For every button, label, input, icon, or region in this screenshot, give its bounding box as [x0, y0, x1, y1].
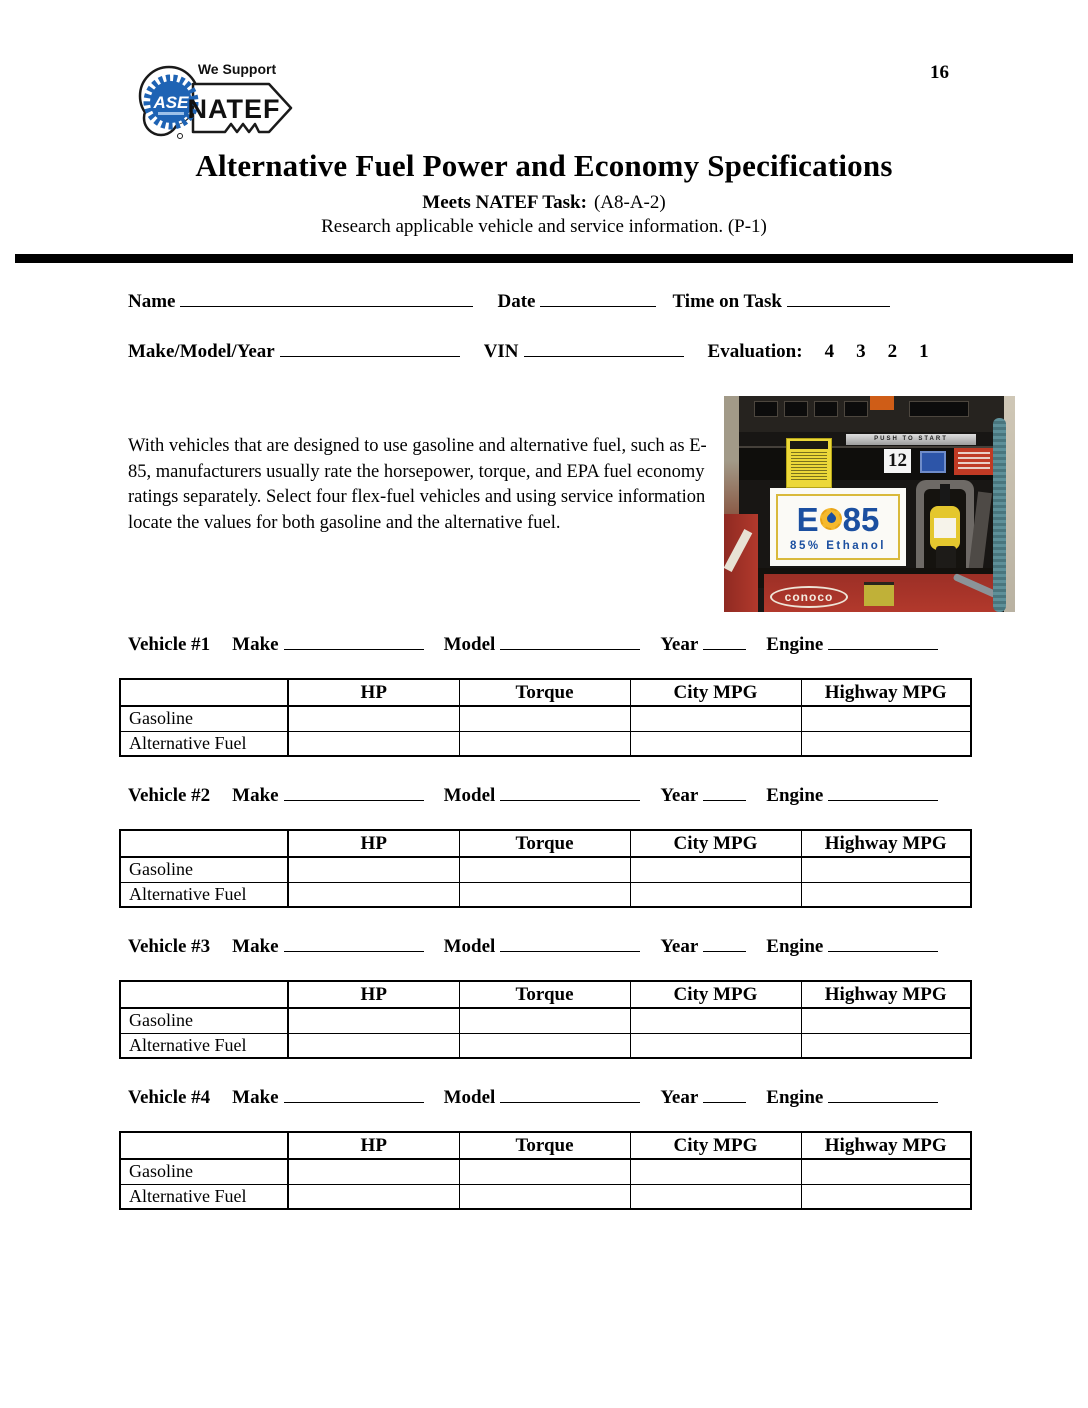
make-model-year-label: Make/Model/Year [128, 341, 275, 362]
orange-sticker [870, 396, 894, 410]
evaluation-score-4: 4 [824, 341, 835, 362]
col-header-torque: Torque [459, 1132, 630, 1159]
vehicle-3-heading [119, 935, 970, 958]
vehicle-2-section [119, 784, 970, 908]
blank-cell [288, 731, 459, 756]
corner-cell [120, 1132, 288, 1159]
blank-cell [459, 882, 630, 907]
col-header-city-mpg: City MPG [630, 1132, 801, 1159]
blank-cell [801, 1159, 971, 1184]
task-description: Research applicable vehicle and service information. (P-1) [321, 216, 767, 237]
year-label: Year [660, 1087, 699, 1108]
col-header-highway-mpg: Highway MPG [801, 679, 971, 706]
evaluation-score-3: 3 [856, 341, 866, 362]
make-blank [284, 935, 424, 952]
pump-button [754, 401, 778, 417]
gasoline-row [120, 1008, 971, 1033]
make-label: Make [232, 936, 279, 957]
vehicle-4-label: Vehicle #4 [128, 1087, 211, 1108]
year-blank [703, 1086, 746, 1103]
vehicle-1-section [119, 633, 970, 757]
blank-cell [459, 706, 630, 731]
blank-cell [801, 882, 971, 907]
vehicle-4-section [119, 1086, 970, 1210]
name-blank [180, 290, 473, 307]
blank-cell [630, 731, 801, 756]
model-blank [500, 633, 640, 650]
nozzle-handle [930, 506, 960, 550]
make-blank [284, 633, 424, 650]
header-divider [15, 254, 1073, 263]
alternative-fuel-row [120, 731, 971, 756]
model-blank [500, 1086, 640, 1103]
col-header-highway-mpg: Highway MPG [801, 981, 971, 1008]
blank-cell [630, 1008, 801, 1033]
vehicle-2-label: Vehicle #2 [128, 785, 211, 806]
evaluation-label: Evaluation: [707, 341, 803, 362]
page-title: Alternative Fuel Power and Economy Specifications [195, 148, 893, 183]
blank-cell [630, 1033, 801, 1058]
make-blank [284, 784, 424, 801]
pump-button [844, 401, 868, 417]
vehicle-3-section [119, 935, 970, 1059]
name-date-row [128, 290, 890, 313]
blank-cell [630, 882, 801, 907]
col-header-torque: Torque [459, 830, 630, 857]
corner-cell [120, 981, 288, 1008]
alternative-fuel-row [120, 882, 971, 907]
vehicle-1-label: Vehicle #1 [128, 634, 211, 655]
pump-button [814, 401, 838, 417]
make-blank [284, 1086, 424, 1103]
year-blank [703, 784, 746, 801]
make-label: Make [232, 785, 279, 806]
conoco-logo: conoco [770, 586, 848, 608]
model-label: Model [443, 1087, 496, 1108]
logo-we-support-text: We Support [197, 61, 277, 77]
col-header-torque: Torque [459, 679, 630, 706]
row-label-alternative-fuel: Alternative Fuel [120, 731, 288, 756]
engine-blank [828, 633, 938, 650]
nozzle-label [934, 518, 956, 538]
e85-sign-number: 85 [842, 500, 880, 538]
small-yellow-sticker [864, 582, 894, 606]
engine-label: Engine [766, 634, 824, 655]
blank-cell [801, 857, 971, 882]
make-label: Make [232, 634, 279, 655]
evaluation-score-2: 2 [887, 341, 898, 362]
corner-cell [120, 830, 288, 857]
vehicle-4-heading [119, 1086, 970, 1109]
blank-cell [288, 1033, 459, 1058]
row-label-alternative-fuel: Alternative Fuel [120, 1184, 288, 1209]
engine-label: Engine [766, 936, 824, 957]
alternative-fuel-row [120, 1033, 971, 1058]
blank-cell [288, 1008, 459, 1033]
vin-label: VIN [483, 341, 519, 362]
engine-blank [828, 935, 938, 952]
make-label: Make [232, 1087, 279, 1108]
col-header-hp: HP [288, 1132, 459, 1159]
natef-task-line [0, 192, 1088, 214]
ethanol-caption: 85% Ethanol [790, 539, 886, 552]
blank-cell [801, 1008, 971, 1033]
blank-cell [288, 882, 459, 907]
blue-sticker [920, 451, 946, 473]
vehicle-1-heading [119, 633, 970, 656]
vehicle-2-heading [119, 784, 970, 807]
col-header-torque: Torque [459, 981, 630, 1008]
fuel-hose [993, 418, 1006, 612]
e85-pump-photo [724, 396, 1015, 612]
engine-blank [828, 1086, 938, 1103]
blank-cell [801, 1184, 971, 1209]
page-number: 16 [930, 62, 949, 83]
row-label-alternative-fuel: Alternative Fuel [120, 882, 288, 907]
row-label-alternative-fuel: Alternative Fuel [120, 1033, 288, 1058]
logo-natef-text: NATEF [187, 94, 281, 124]
task-code: (A8-A-2) [593, 192, 666, 213]
gasoline-row [120, 857, 971, 882]
col-header-highway-mpg: Highway MPG [801, 830, 971, 857]
model-label: Model [443, 785, 496, 806]
engine-label: Engine [766, 1087, 824, 1108]
col-header-city-mpg: City MPG [630, 679, 801, 706]
blank-cell [459, 1033, 630, 1058]
blank-cell [459, 1184, 630, 1209]
vehicle-4-spec-table [119, 1131, 972, 1210]
col-header-hp: HP [288, 830, 459, 857]
blank-cell [288, 1184, 459, 1209]
ase-text: ASE [153, 93, 189, 112]
vehicle-3-label: Vehicle #3 [128, 936, 211, 957]
stop-warning-sticker [786, 438, 832, 488]
year-blank [703, 633, 746, 650]
push-to-start-strip: PUSH TO START [846, 434, 976, 445]
alternative-fuel-row [120, 1184, 971, 1209]
name-label: Name [128, 291, 176, 312]
e85-sign [770, 488, 906, 566]
date-blank [540, 290, 656, 307]
col-header-highway-mpg: Highway MPG [801, 1132, 971, 1159]
blank-cell [459, 857, 630, 882]
col-header-hp: HP [288, 981, 459, 1008]
blank-cell [801, 731, 971, 756]
row-label-gasoline: Gasoline [120, 857, 288, 882]
vehicle-2-spec-table [119, 829, 972, 908]
corner-cell [120, 679, 288, 706]
vin-blank [524, 340, 684, 357]
blank-cell [630, 706, 801, 731]
row-label-gasoline: Gasoline [120, 1008, 288, 1033]
time-on-task-label: Time on Task [672, 291, 782, 312]
blank-cell [801, 1033, 971, 1058]
blank-cell [288, 857, 459, 882]
sun-icon [820, 508, 842, 530]
pump-button [784, 401, 808, 417]
model-label: Model [443, 936, 496, 957]
engine-label: Engine [766, 785, 824, 806]
pump-display [909, 401, 969, 417]
blank-cell [459, 731, 630, 756]
vehicle-3-spec-table [119, 980, 972, 1059]
blank-cell [630, 857, 801, 882]
instructions-paragraph: With vehicles that are designed to use gasoline and alternative fuel, such as E-85, manufacturers usually rate the horsepower, torque, and EPA fuel economy ratings separately. Select four flex-fuel vehicles and using service information locate the values for both gasoline and the alternative fuel. [128, 436, 707, 533]
fuel-drop-icon [825, 512, 838, 525]
engine-blank [828, 784, 938, 801]
gasoline-row [120, 1159, 971, 1184]
row-label-gasoline: Gasoline [120, 1159, 288, 1184]
blank-cell [459, 1159, 630, 1184]
blank-cell [630, 1184, 801, 1209]
year-label: Year [660, 634, 699, 655]
year-label: Year [660, 936, 699, 957]
model-label: Model [443, 634, 496, 655]
task-label: Meets NATEF Task: [422, 192, 587, 213]
red-payment-sticker [954, 448, 994, 475]
year-blank [703, 935, 746, 952]
row-label-gasoline: Gasoline [120, 706, 288, 731]
col-header-hp: HP [288, 679, 459, 706]
evaluation-score-1: 1 [919, 341, 929, 362]
blank-cell [288, 1159, 459, 1184]
blank-cell [630, 1159, 801, 1184]
blank-cell [801, 706, 971, 731]
pump-number-sign: 12 [884, 449, 911, 473]
blank-cell [459, 1008, 630, 1033]
time-on-task-blank [787, 290, 890, 307]
date-label: Date [497, 291, 536, 312]
vehicle-id-row [128, 340, 929, 363]
make-model-year-blank [280, 340, 460, 357]
col-header-city-mpg: City MPG [630, 830, 801, 857]
blank-cell [288, 706, 459, 731]
model-blank [500, 784, 640, 801]
col-header-city-mpg: City MPG [630, 981, 801, 1008]
e85-sign-letter: E [796, 500, 819, 538]
year-label: Year [660, 785, 699, 806]
gasoline-row [120, 706, 971, 731]
vehicle-1-spec-table [119, 678, 972, 757]
model-blank [500, 935, 640, 952]
natef-ase-logo [131, 56, 297, 144]
